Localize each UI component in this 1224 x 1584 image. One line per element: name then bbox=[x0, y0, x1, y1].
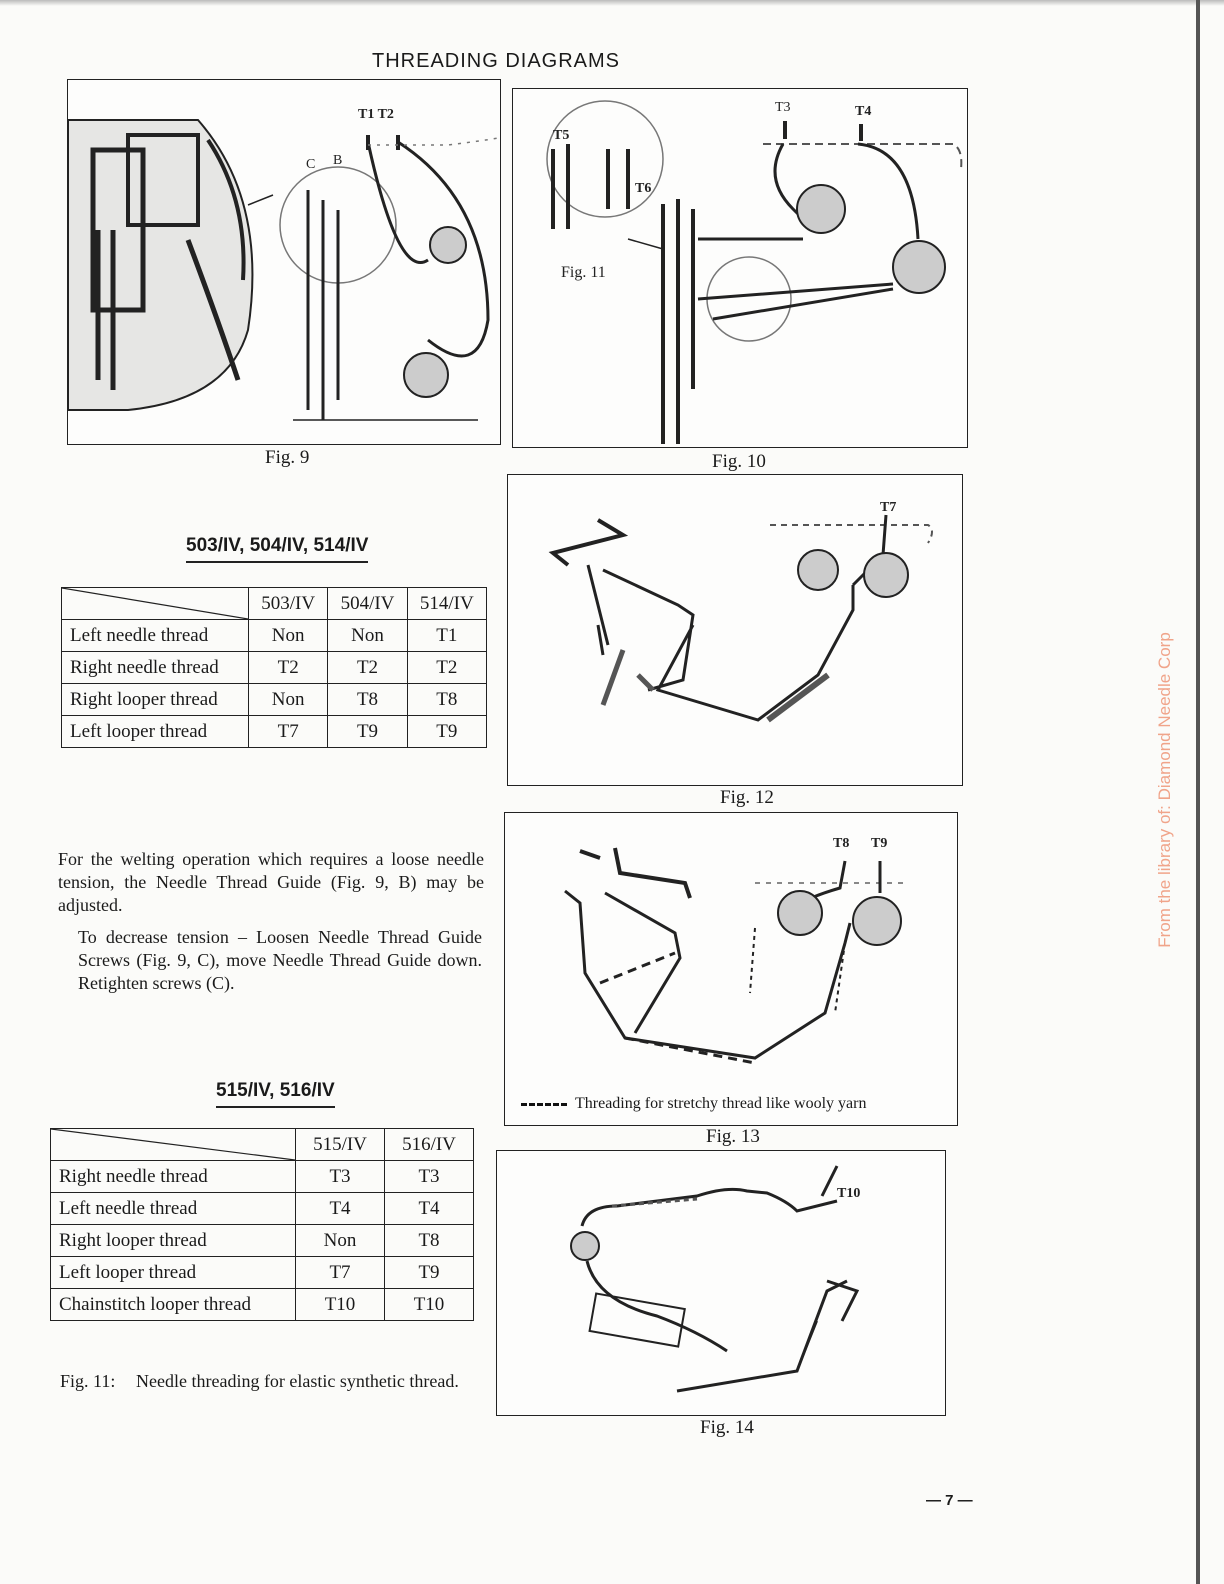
diagonal-corner bbox=[62, 588, 248, 619]
table-cell: T10 bbox=[296, 1289, 385, 1321]
table-cell: T10 bbox=[385, 1289, 474, 1321]
table-a-col: 504/IV bbox=[328, 588, 407, 620]
legend-text: Threading for stretchy thread like wooly yarn bbox=[575, 1095, 867, 1112]
label-fig-11: Fig. 11 bbox=[561, 264, 606, 281]
table-row bbox=[62, 716, 487, 748]
table-cell: T7 bbox=[249, 716, 328, 748]
figure-12-drawing bbox=[508, 475, 962, 785]
page-title: THREADING DIAGRAMS bbox=[372, 50, 621, 72]
figure-13-caption: Fig. 13 bbox=[706, 1126, 760, 1147]
table-b-header-row bbox=[51, 1129, 474, 1161]
table-row bbox=[62, 684, 487, 716]
table-b-corner-cell bbox=[51, 1129, 296, 1161]
fig11-note-label: Fig. 11: bbox=[60, 1371, 116, 1391]
label-t10: T10 bbox=[837, 1186, 861, 1201]
table-cell: T9 bbox=[385, 1257, 474, 1289]
table-cell: T8 bbox=[407, 684, 486, 716]
dashed-line-icon bbox=[521, 1103, 567, 1106]
figure-12 bbox=[507, 474, 963, 786]
table-a-corner-cell bbox=[62, 588, 249, 620]
row-label: Left looper thread bbox=[62, 716, 249, 748]
table-cell: T4 bbox=[296, 1193, 385, 1225]
table-a bbox=[61, 587, 487, 748]
label-c: C bbox=[306, 157, 316, 172]
diagonal-corner bbox=[51, 1129, 295, 1160]
label-t3: T3 bbox=[775, 100, 791, 115]
table-b-heading: 515/IV, 516/IV bbox=[216, 1080, 335, 1108]
label-t6: T6 bbox=[635, 181, 652, 196]
welting-paragraph-2: To decrease tension – Loosen Needle Thread Guide Screws (Fig. 9, C), move Needle Thread Guide down. Retighten screws (C). bbox=[78, 927, 482, 993]
table-cell: T2 bbox=[249, 652, 328, 684]
table-cell: T8 bbox=[385, 1225, 474, 1257]
row-label: Right looper thread bbox=[62, 684, 249, 716]
figure-10 bbox=[512, 88, 968, 448]
fig11-note bbox=[60, 1370, 484, 1393]
row-label: Left needle thread bbox=[62, 620, 249, 652]
table-cell: T1 bbox=[407, 620, 486, 652]
table-a-col: 514/IV bbox=[407, 588, 486, 620]
table-b-col: 516/IV bbox=[385, 1129, 474, 1161]
library-credit: From the library of: Diamond Needle Corp bbox=[1155, 632, 1174, 948]
figure-14-drawing bbox=[497, 1151, 945, 1415]
table-cell: Non bbox=[249, 620, 328, 652]
page-number: — 7 — bbox=[926, 1492, 973, 1509]
scan-edge bbox=[1196, 0, 1200, 1584]
table-cell: T7 bbox=[296, 1257, 385, 1289]
table-a-header-row bbox=[62, 588, 487, 620]
table-cell: T4 bbox=[385, 1193, 474, 1225]
table-row bbox=[51, 1161, 474, 1193]
table-row bbox=[51, 1225, 474, 1257]
row-label: Right needle thread bbox=[51, 1161, 296, 1193]
scan-shading bbox=[0, 0, 1224, 6]
table-cell: T2 bbox=[328, 652, 407, 684]
figure-9 bbox=[67, 79, 501, 445]
table-row bbox=[51, 1257, 474, 1289]
table-cell: Non bbox=[296, 1225, 385, 1257]
label-b: B bbox=[333, 153, 343, 168]
table-cell: T9 bbox=[328, 716, 407, 748]
label-t7: T7 bbox=[880, 500, 897, 515]
table-a-col: 503/IV bbox=[249, 588, 328, 620]
table-cell: Non bbox=[249, 684, 328, 716]
table-cell: T3 bbox=[385, 1161, 474, 1193]
welting-paragraph-1: For the welting operation which requires a loose needle tension, the Needle Thread Guide (Fig. 9, B) may be adjusted. bbox=[58, 849, 484, 915]
row-label: Left needle thread bbox=[51, 1193, 296, 1225]
figure-10-drawing bbox=[513, 89, 967, 447]
table-row bbox=[62, 620, 487, 652]
figure-13-drawing bbox=[505, 813, 957, 1125]
label-t1-t2: T1 T2 bbox=[358, 107, 394, 122]
table-b-col: 515/IV bbox=[296, 1129, 385, 1161]
figure-9-drawing bbox=[68, 80, 500, 444]
fig11-note-text: Needle threading for elastic synthetic thread. bbox=[136, 1371, 459, 1391]
figure-10-caption: Fig. 10 bbox=[712, 451, 766, 472]
label-t4: T4 bbox=[855, 104, 872, 119]
figure-14 bbox=[496, 1150, 946, 1416]
table-a-heading: 503/IV, 504/IV, 514/IV bbox=[186, 535, 368, 563]
table-cell: T8 bbox=[328, 684, 407, 716]
label-t9: T9 bbox=[871, 836, 888, 851]
table-row bbox=[51, 1289, 474, 1321]
figure-12-caption: Fig. 12 bbox=[720, 787, 774, 808]
table-cell: T3 bbox=[296, 1161, 385, 1193]
table-cell: T9 bbox=[407, 716, 486, 748]
table-b bbox=[50, 1128, 474, 1321]
figure-13 bbox=[504, 812, 958, 1126]
table-cell: Non bbox=[328, 620, 407, 652]
table-row bbox=[62, 652, 487, 684]
row-label: Right needle thread bbox=[62, 652, 249, 684]
table-row bbox=[51, 1193, 474, 1225]
label-t5: T5 bbox=[553, 128, 570, 143]
label-t8: T8 bbox=[833, 836, 850, 851]
figure-13-legend bbox=[521, 1095, 866, 1113]
figure-9-caption: Fig. 9 bbox=[265, 447, 310, 468]
figure-14-caption: Fig. 14 bbox=[700, 1417, 754, 1438]
table-cell: T2 bbox=[407, 652, 486, 684]
row-label: Chainstitch looper thread bbox=[51, 1289, 296, 1321]
row-label: Right looper thread bbox=[51, 1225, 296, 1257]
row-label: Left looper thread bbox=[51, 1257, 296, 1289]
